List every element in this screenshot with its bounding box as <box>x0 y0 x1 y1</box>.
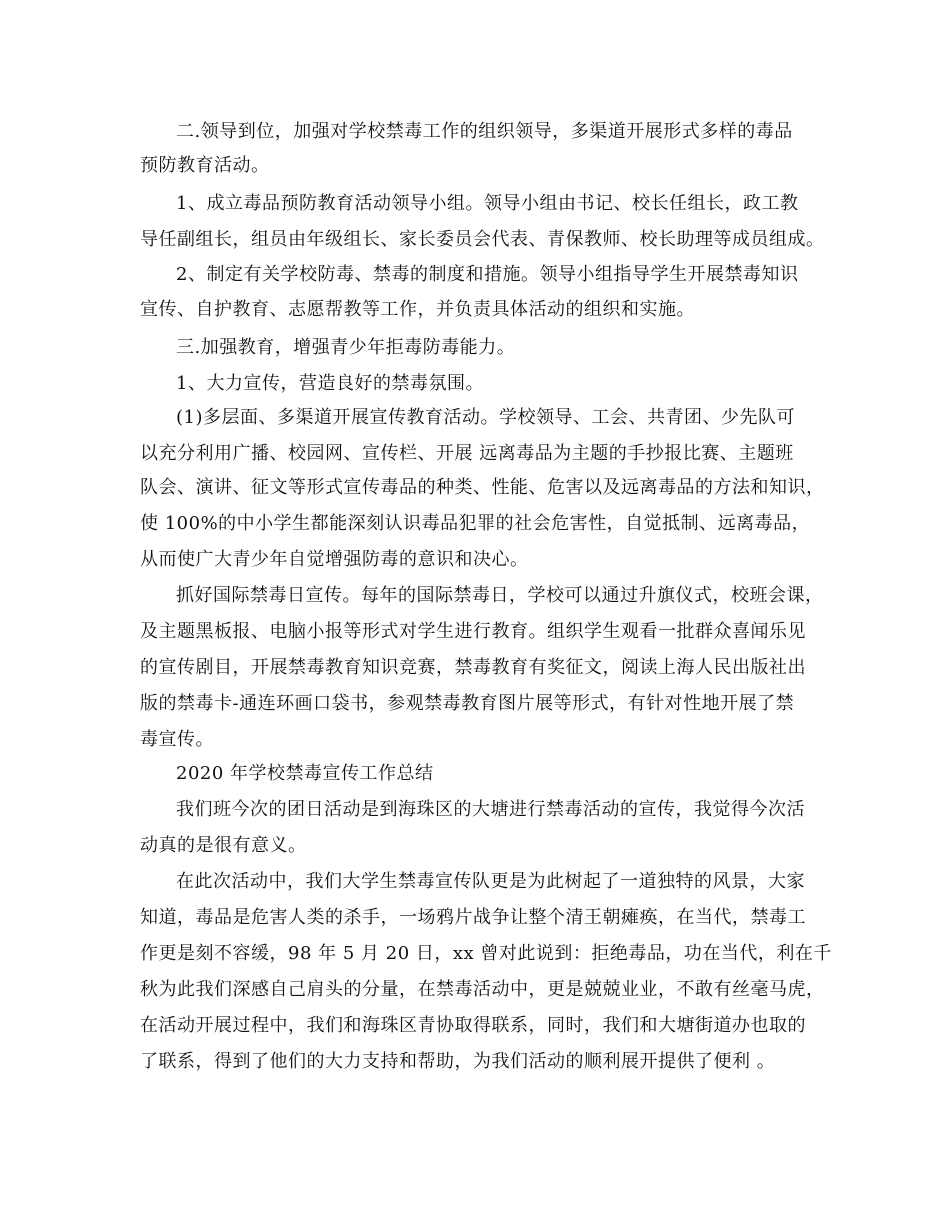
section-heading: 三.加强教育，增强青少年拒毒防毒能力。 <box>176 337 516 358</box>
paragraph-line: 的宣传剧目，开展禁毒教育知识竞赛，禁毒教育有奖征文，阅读上海人民出版社出 <box>140 657 806 678</box>
paragraph-line: 预防教育活动。 <box>140 155 270 176</box>
paragraph-line: 我们班今次的团日活动是到海珠区的大塘进行禁毒活动的宣传，我觉得今次活 <box>176 799 805 820</box>
paragraph-line: 二.领导到位，加强对学校禁毒工作的组织领导，多渠道开展形式多样的毒品 <box>176 121 793 142</box>
paragraph-line: (1)多层面、多渠道开展宣传教育活动。学校领导、工会、共青团、少先队可 <box>176 407 795 428</box>
paragraph-line: 2、制定有关学校防毒、禁毒的制度和措施。领导小组指导学生开展禁毒知识 <box>176 264 799 285</box>
paragraph-line: 了联系，得到了他们的大力支持和帮助，为我们活动的顺利展开提供了便利 。 <box>140 1051 776 1072</box>
paragraph-line: 抓好国际禁毒日宣传。每年的国际禁毒日，学校可以通过升旗仪式，校班会课， <box>176 585 824 606</box>
paragraph-line: 队会、演讲、征文等形式宣传毒品的种类、性能、危害以及远离毒品的方法和知识， <box>140 477 825 498</box>
paragraph-line: 导任副组长，组员由年级组长、家长委员会代表、青保教师、校长助理等成员组成。 <box>140 229 825 250</box>
paragraph-line: 动真的是很有意义。 <box>140 835 307 856</box>
paragraph-line: 使 100%的中小学生都能深刻认识毒品犯罪的社会危害性，自觉抵制、远离毒品， <box>140 513 811 534</box>
paragraph-line: 知道，毒品是危害人类的杀手，一场鸦片战争让整个清王朝瘫痪，在当代，禁毒工 <box>140 907 806 928</box>
paragraph-line: 作更是刻不容缓，98 年 5 月 20 日，xx 曾对此说到：拒绝毒品，功在当代，利在千 <box>140 943 832 964</box>
paragraph-line: 秋为此我们深感自己肩头的分量，在禁毒活动中，更是兢兢业业，不敢有丝毫马虎， <box>140 979 825 1000</box>
subsection-heading: 1、大力宣传，营造良好的禁毒氛围。 <box>176 373 484 394</box>
paragraph-line: 在活动开展过程中，我们和海珠区青协取得联系，同时，我们和大塘街道办也取的 <box>140 1015 806 1036</box>
summary-title: 2020 年学校禁毒宣传工作总结 <box>176 763 434 784</box>
paragraph-line: 1、成立毒品预防教育活动领导小组。领导小组由书记、校长任组长，政工教 <box>176 193 799 214</box>
paragraph-line: 从而使广大青少年自觉增强防毒的意识和决心。 <box>140 549 529 570</box>
paragraph-line: 以充分利用广播、校园网、宣传栏、开展 远离毒品为主题的手抄报比赛、主题班 <box>140 443 794 464</box>
paragraph-line: 版的禁毒卡-通连环画口袋书，参观禁毒教育图片展等形式，有针对性地开展了禁 <box>140 693 795 714</box>
paragraph-line: 及主题黑板报、电脑小报等形式对学生进行教育。组织学生观看一批群众喜闻乐见 <box>140 621 806 642</box>
paragraph-line: 毒宣传。 <box>140 729 214 750</box>
paragraph-line: 在此次活动中，我们大学生禁毒宣传队更是为此树起了一道独特的风景，大家 <box>176 871 805 892</box>
paragraph-line: 宣传、自护教育、志愿帮教等工作，并负责具体活动的组织和实施。 <box>140 299 695 320</box>
